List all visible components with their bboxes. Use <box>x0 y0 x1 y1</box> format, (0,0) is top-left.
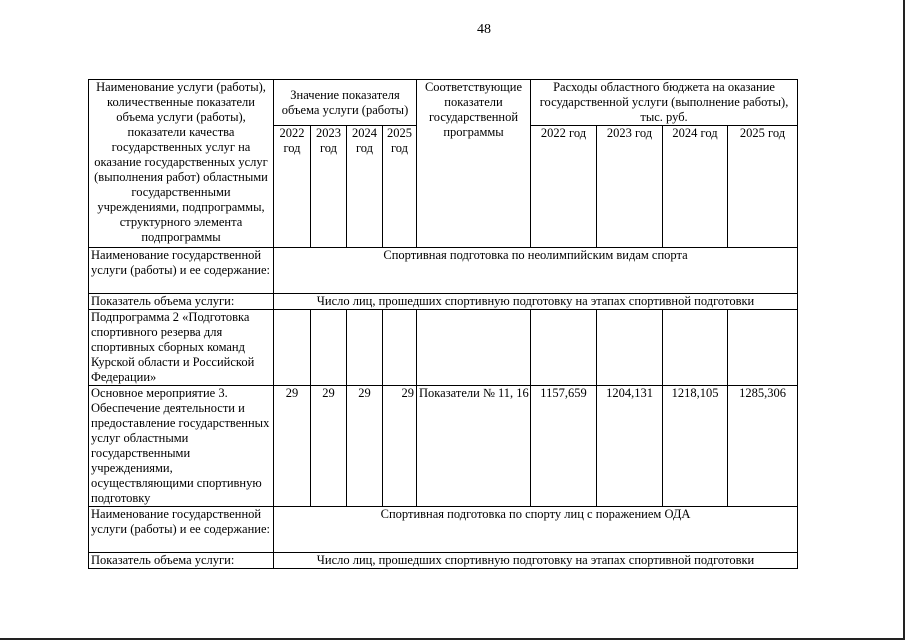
table-row <box>89 553 798 569</box>
empty-cell <box>383 310 417 386</box>
main-event-value-2022: 29 <box>274 386 311 507</box>
table-row <box>89 507 798 553</box>
main-event-indicators: Показатели № 11, 16 <box>417 386 531 507</box>
budget-table <box>88 79 798 569</box>
empty-cell <box>531 310 597 386</box>
subprogram-name: Подпрограмма 2 «Подготовка спортивного резерва для спортивных сборных команд Курской области и Российской Федерации» <box>89 310 274 386</box>
table-row <box>89 248 798 294</box>
header-expenses: Расходы областного бюджета на оказание государственной услуги (выполнение работы), тыс. руб. <box>531 80 798 126</box>
service-name-label: Наименование государственной услуги (работы) и ее содержание: <box>89 507 274 553</box>
service-name-value: Спортивная подготовка по спорту лиц с поражением ОДА <box>274 507 798 553</box>
empty-cell <box>417 310 531 386</box>
year-2023-short: 2023 год <box>311 126 347 248</box>
table-row <box>89 294 798 310</box>
main-event-expense-2024: 1218,105 <box>663 386 728 507</box>
year-2023-long: 2023 год <box>597 126 663 248</box>
indicator-label: Показатель объема услуги: <box>89 294 274 310</box>
service-name-label: Наименование государственной услуги (работы) и ее содержание: <box>89 248 274 294</box>
main-event-value-2023: 29 <box>311 386 347 507</box>
year-2022-short: 2022 год <box>274 126 311 248</box>
table-row <box>89 310 798 386</box>
header-volume-indicator: Значение показателя объема услуги (работы) <box>274 80 417 126</box>
page-number: 48 <box>477 22 491 37</box>
empty-cell <box>311 310 347 386</box>
main-event-expense-2022: 1157,659 <box>531 386 597 507</box>
main-event-value-2024: 29 <box>347 386 383 507</box>
header-row-top <box>89 80 798 126</box>
service-name-value: Спортивная подготовка по неолимпийским видам спорта <box>274 248 798 294</box>
empty-cell <box>274 310 311 386</box>
empty-cell <box>347 310 383 386</box>
main-event-expense-2025: 1285,306 <box>728 386 798 507</box>
header-program-indicators: Соответствующие показатели государственной программы <box>417 80 531 248</box>
indicator-value: Число лиц, прошедших спортивную подготовку на этапах спортивной подготовки <box>274 294 798 310</box>
year-2022-long: 2022 год <box>531 126 597 248</box>
empty-cell <box>597 310 663 386</box>
table-row <box>89 386 798 507</box>
year-2024-short: 2024 год <box>347 126 383 248</box>
empty-cell <box>728 310 798 386</box>
indicator-value: Число лиц, прошедших спортивную подготовку на этапах спортивной подготовки <box>274 553 798 569</box>
main-event-name: Основное мероприятие 3. Обеспечение деятельности и предоставление государственных услуг областными государственными учреждениями, осуществляющими спортивную подготовку <box>89 386 274 507</box>
indicator-label: Показатель объема услуги: <box>89 553 274 569</box>
year-2024-long: 2024 год <box>663 126 728 248</box>
year-2025-long: 2025 год <box>728 126 798 248</box>
header-service-name: Наименование услуги (работы), количественные показатели объема услуги (работы), показатели качества государственных услуг на оказание государственных услуг (выполнения работ) областными государственными учреждениями, подпрограммы, структурного элемента подпрограммы <box>89 80 274 248</box>
main-event-expense-2023: 1204,131 <box>597 386 663 507</box>
empty-cell <box>663 310 728 386</box>
year-2025-short: 2025 год <box>383 126 417 248</box>
main-event-value-2025: 29 <box>383 386 417 507</box>
